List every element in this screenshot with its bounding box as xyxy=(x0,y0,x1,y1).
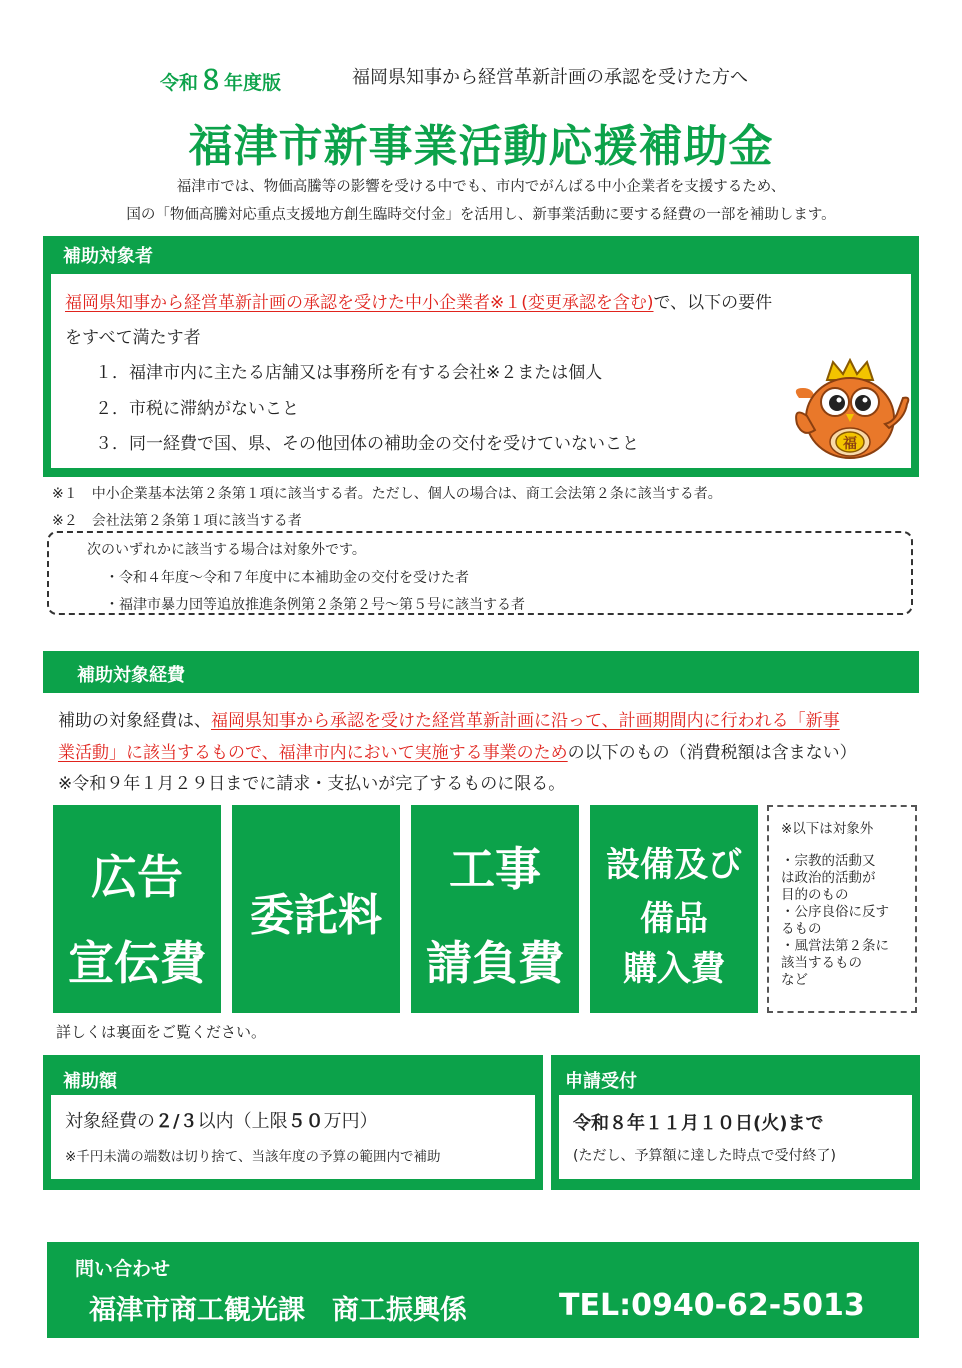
tile-advertising xyxy=(53,805,221,1013)
tile-commission-line-1: 委託料 xyxy=(250,890,382,941)
owl-mascot-icon xyxy=(789,358,911,462)
tile-commission xyxy=(232,805,400,1013)
excluded-line-4: ・公序良俗に反す xyxy=(781,904,889,920)
amount-title: 補助額 xyxy=(63,1071,117,1092)
intro-line-1: 福津市では、物価高騰等の影響を受ける中でも、市内でがんばる中小企業者を支援するため、 xyxy=(176,179,786,195)
tile-construction xyxy=(411,805,579,1013)
req-1-text: 福津市内に主たる店舗又は事務所を有する会社※２または個人 xyxy=(129,363,603,383)
exclusion-item-1: ・令和４年度～令和７年度中に本補助金の交付を受けた者 xyxy=(105,570,469,586)
tile-equipment-line-3: 購入費 xyxy=(623,949,725,989)
eligibility-content xyxy=(51,274,911,468)
req-2-num: ２． xyxy=(95,399,129,419)
excluded-line-8: など xyxy=(781,972,808,988)
expenses-paragraph-3: ※令和９年１月２９日までに請求・支払いが完了するものに限る。 xyxy=(58,774,566,794)
intro-line-2: 国の「物価高騰対応重点支援地方創生臨時交付金」を活用し、新事業活動に要する経費の一部を補助します。 xyxy=(126,207,836,223)
application-note: (ただし、予算額に達した時点で受付終了) xyxy=(573,1148,836,1164)
eligibility-title: 補助対象者 xyxy=(63,246,153,267)
exclusion-box xyxy=(47,531,913,615)
amount-note: ※千円未満の端数は切り捨て、当該年度の予算の範囲内で補助 xyxy=(65,1149,441,1165)
expenses-paragraph-1: 補助の対象経費は、福岡県知事から承認を受けた経営革新計画に沿って、計画期間内に行われる「新事 xyxy=(58,711,840,731)
contact-title: 問い合わせ xyxy=(75,1258,171,1280)
expenses-title: 補助対象経費 xyxy=(77,665,185,686)
amount-content xyxy=(51,1095,535,1179)
application-box xyxy=(551,1055,920,1190)
eligibility-box xyxy=(43,236,919,477)
header-subtitle: 福岡県知事から経営革新計画の承認を受けた方へ xyxy=(352,67,748,88)
eligibility-lead: 福岡県知事から経営革新計画の承認を受けた中小企業者※１(変更承認を含む)で、以下の要件 xyxy=(65,293,773,313)
exclusion-lead: 次のいずれかに該当する場合は対象外です。 xyxy=(87,542,366,558)
exclusion-item-2: ・福津市暴力団等追放推進条例第２条第２号～第５号に該当する者 xyxy=(105,597,525,613)
excluded-items-box xyxy=(767,805,917,1013)
req-3-text: 同一経費で国、県、その他団体の補助金の交付を受けていないこと xyxy=(129,434,639,454)
contact-box xyxy=(47,1242,919,1338)
tile-construction-line-2: 請負費 xyxy=(426,936,564,990)
tile-advertising-line-2: 宣伝費 xyxy=(68,936,206,990)
req-3-num: ３． xyxy=(95,434,129,454)
contact-tel: TEL:0940-62-5013 xyxy=(559,1288,865,1323)
expenses-paragraph-2: 業活動」に該当するもので、福津市内において実施する事業のための以下のもの（消費税額は含まない） xyxy=(58,743,857,763)
edition-label: 令和８年度版 xyxy=(160,66,282,96)
req-2-text: 市税に滞納がないこと xyxy=(129,399,299,419)
application-content xyxy=(559,1095,912,1179)
excluded-title: ※以下は対象外 xyxy=(781,821,874,837)
excluded-line-7: 該当するもの xyxy=(781,955,862,971)
amount-main: 対象経費の２/３以内（上限５０万円） xyxy=(65,1111,378,1132)
excluded-line-1: ・宗教的活動又 xyxy=(781,853,876,869)
excluded-line-6: ・風営法第２条に xyxy=(781,938,889,954)
application-deadline: 令和８年１１月１０日(火)まで xyxy=(573,1113,824,1134)
excluded-line-5: るもの xyxy=(781,921,822,937)
tile-equipment-line-1: 設備及び xyxy=(606,845,742,885)
amount-box xyxy=(43,1055,543,1190)
owl-badge-text: 福 xyxy=(843,436,857,452)
contact-dept: 福津市商工観光課 商工振興係 xyxy=(89,1295,467,1326)
tile-equipment xyxy=(590,805,758,1013)
tile-construction-line-1: 工事 xyxy=(449,842,541,896)
tile-advertising-line-1: 広告 xyxy=(91,850,183,904)
application-title: 申請受付 xyxy=(565,1071,637,1092)
tile-equipment-line-2: 備品 xyxy=(640,899,708,939)
note-2: ※２ 会社法第２条第１項に該当する者 xyxy=(52,513,302,529)
page-title: 福津市新事業活動応援補助金 xyxy=(188,121,774,172)
excluded-line-3: 目的のもの xyxy=(781,887,849,903)
excluded-line-2: は政治的活動が xyxy=(781,870,876,886)
expenses-header-bar xyxy=(43,651,919,693)
req-1-num: １． xyxy=(95,363,129,383)
eligibility-lead-2: をすべて満たす者 xyxy=(65,328,201,348)
see-back-note: 詳しくは裏面をご覧ください。 xyxy=(56,1023,267,1041)
note-1: ※１ 中小企業基本法第２条第１項に該当する者。ただし、個人の場合は、商工会法第２条に該当する者。 xyxy=(52,486,722,502)
